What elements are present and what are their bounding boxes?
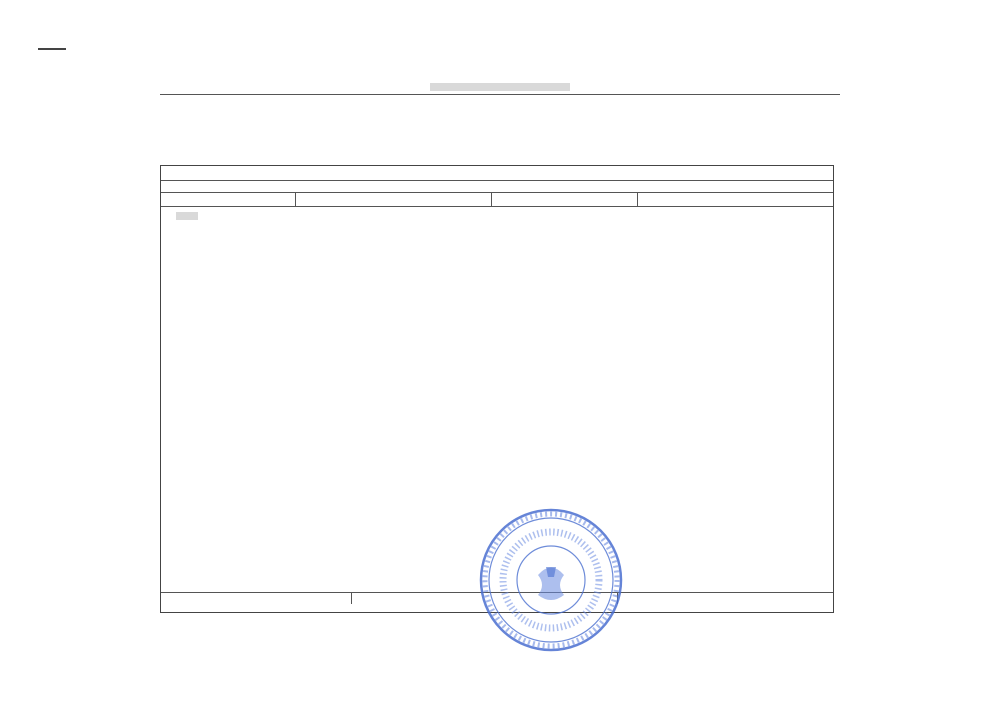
doc-number-row [161, 206, 833, 222]
sheets-divider [637, 193, 638, 206]
sheets-divider [295, 193, 296, 206]
sheets-divider [491, 193, 492, 206]
data-table-frame [160, 165, 834, 613]
signature-divider [617, 593, 618, 604]
header-org-line2 [0, 81, 1000, 93]
object-type-row [161, 165, 833, 180]
signature-row [161, 592, 833, 604]
header-underline [160, 94, 840, 95]
corner-mark [38, 48, 66, 50]
object-type-caption-row [161, 180, 833, 192]
sheets-row [161, 192, 833, 206]
signature-divider [351, 593, 352, 604]
